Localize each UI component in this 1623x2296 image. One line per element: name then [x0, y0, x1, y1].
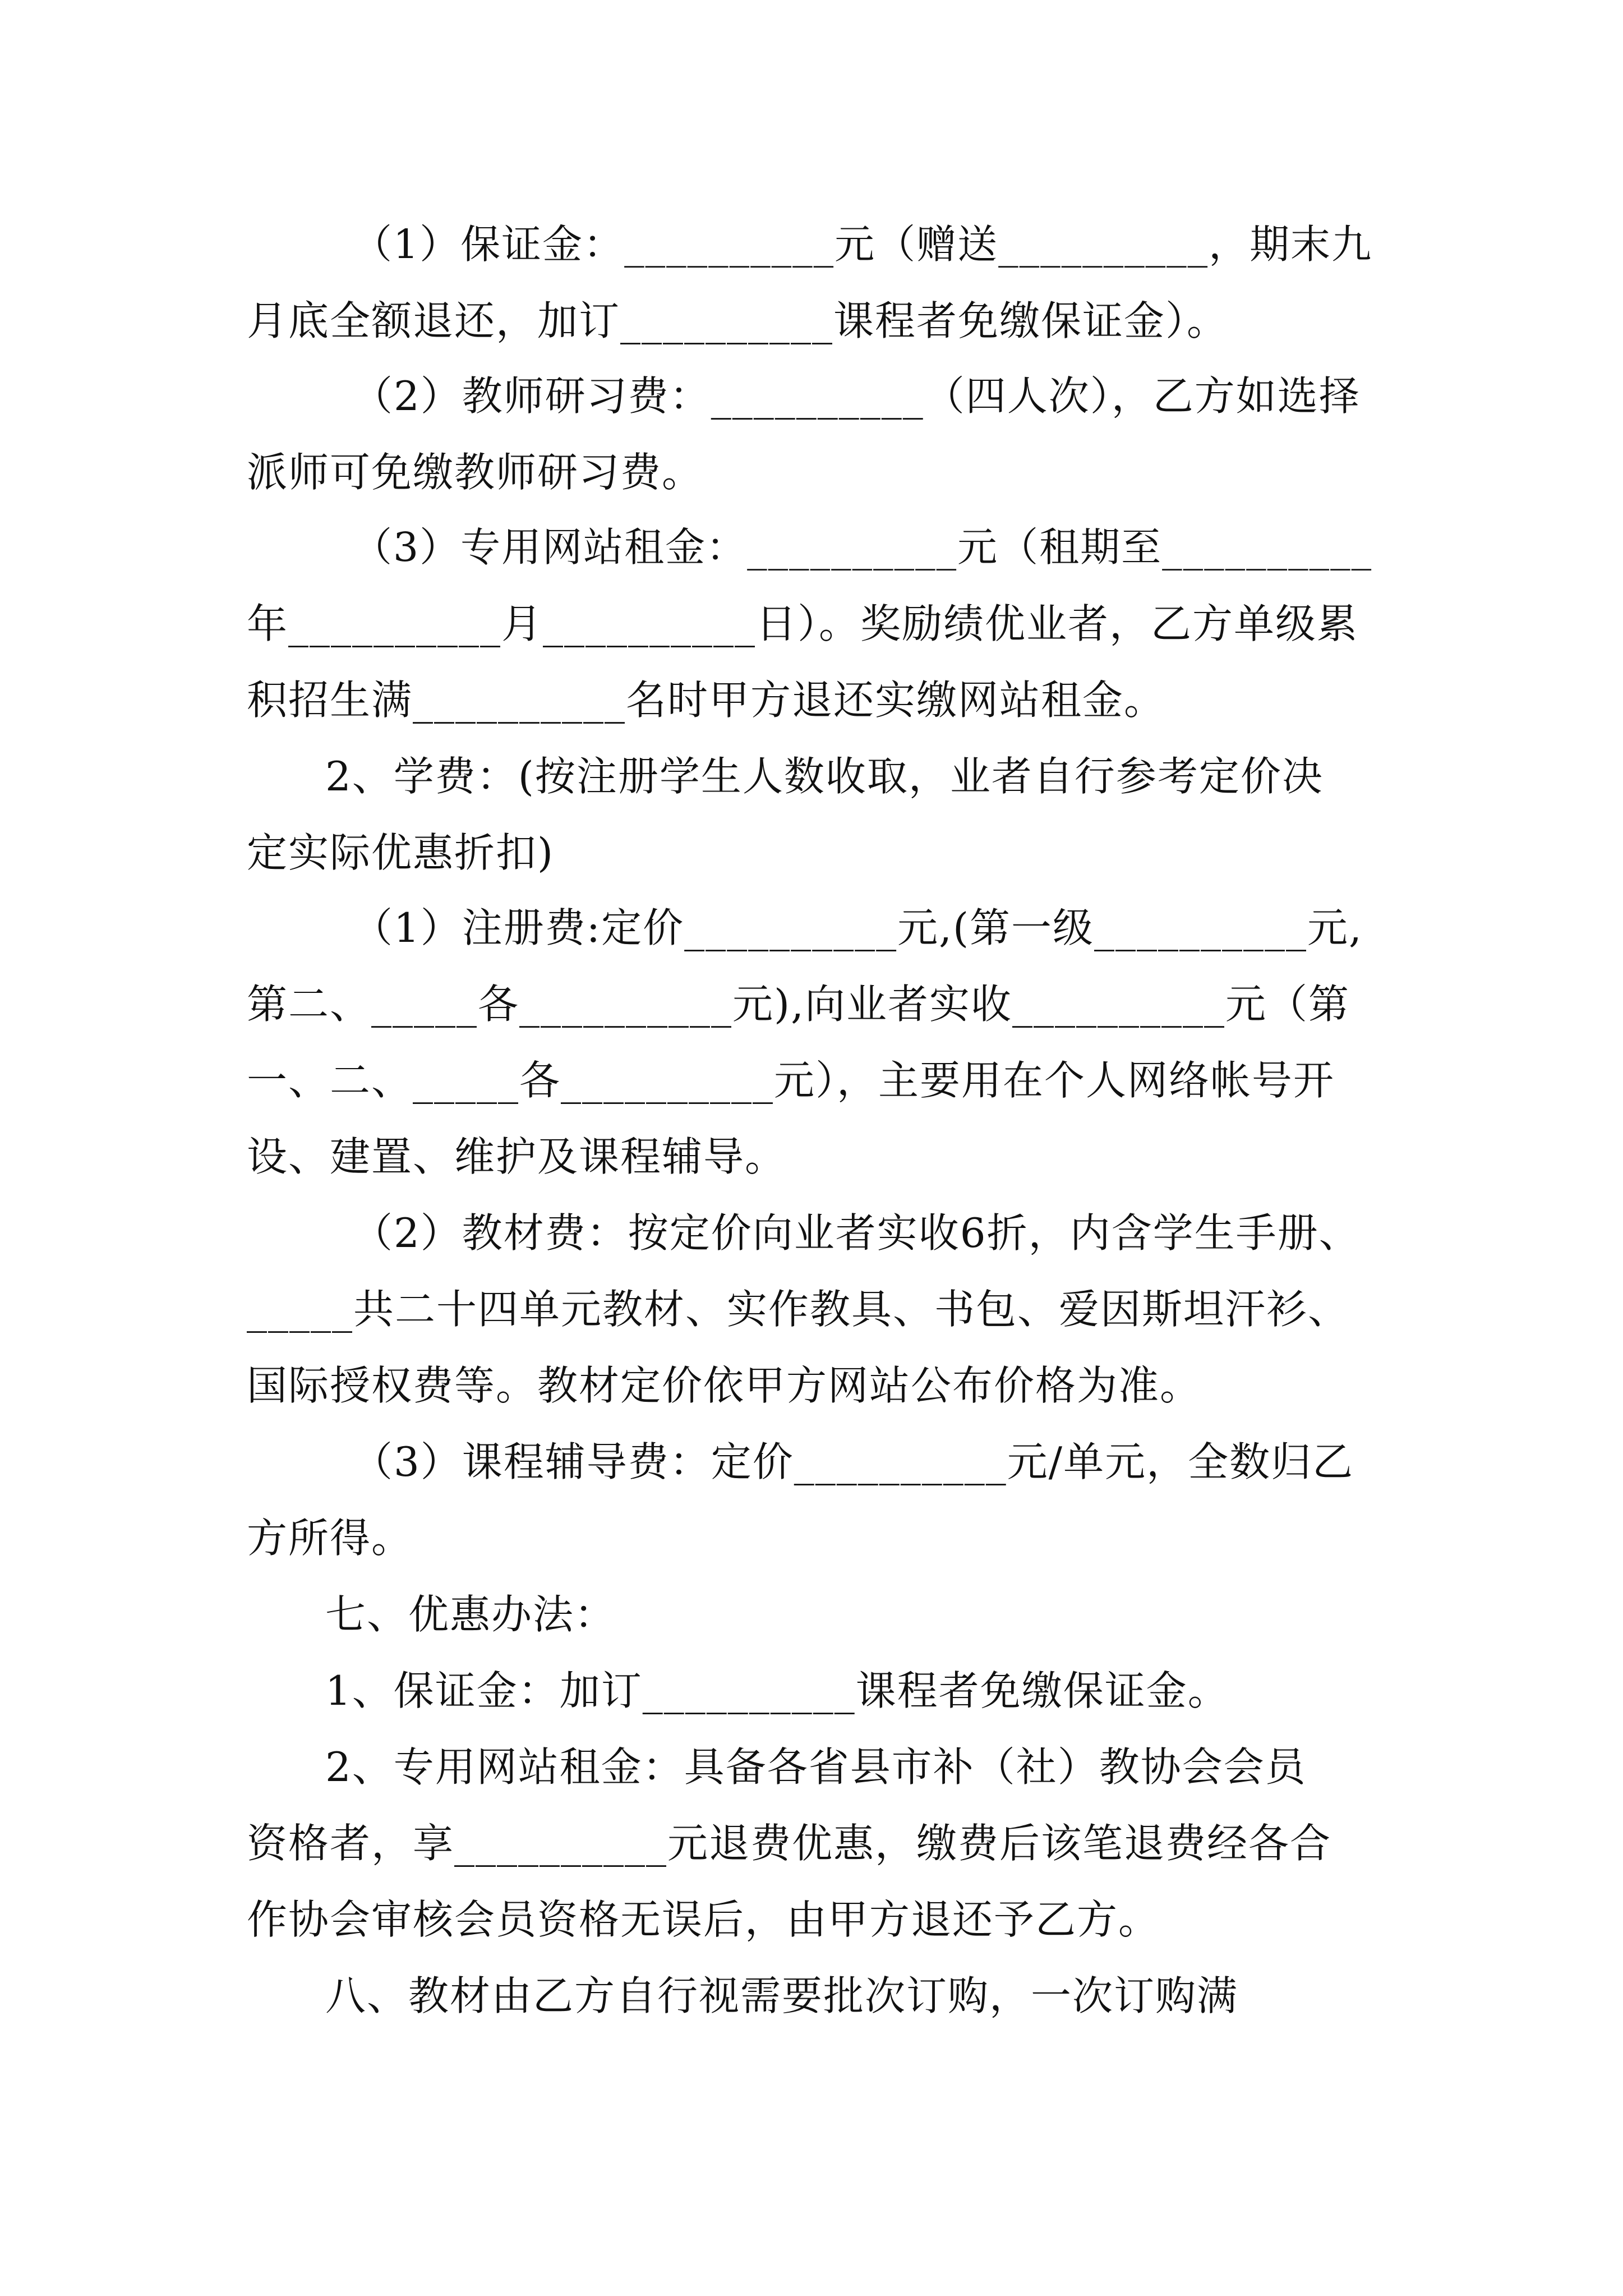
p7-line2: 方所得。: [247, 1515, 413, 1562]
p6-line2: _____共二十四单元教材、实作教具、书包、爱因斯坦汗衫、: [247, 1286, 1350, 1333]
p2-line2: 派师可免缴教师研习费。: [247, 449, 704, 496]
p3-line2: 年__________月__________日）。奖励绩优业者，乙方单级累: [247, 600, 1359, 647]
p6-line3: 国际授权费等。教材定价依甲方网站公布价格为准。: [247, 1362, 1202, 1409]
p3-line3: 积招生满__________名时甲方退还实缴网站租金。: [247, 677, 1166, 724]
p3-line1: （3）专用网站租金：__________元（租期至__________: [352, 524, 1373, 570]
p5-line1: （1）注册费:定价__________元,(第一级__________元,: [352, 904, 1363, 951]
p2-line1: （2）教师研习费：__________（四人次），乙方如选择: [352, 372, 1361, 420]
p10-line3: 作协会审核会员资格无误后，由甲方退还予乙方。: [247, 1896, 1160, 1943]
section-heading-7: 七、优惠办法：: [325, 1591, 616, 1638]
p10-line2: 资格者，享__________元退费优惠，缴费后该笔退费经各合: [247, 1820, 1332, 1867]
p7-line1: （3）课程辅导费：定价__________元/单元，全数归乙: [352, 1438, 1354, 1485]
section-heading-8: 八、教材由乙方自行视需要批次订购，一次订购满: [325, 1972, 1239, 2019]
p9-line1: 1、保证金：加订__________课程者免缴保证金。: [325, 1667, 1229, 1714]
p5-line3: 一、二、_____各__________元），主要用在个人网络帐号开: [247, 1057, 1335, 1104]
p10-line1: 2、专用网站租金：具备各省县市补（社）教协会会员: [325, 1743, 1307, 1791]
p1-line1: （1）保证金：__________元（赠送__________，期末九: [352, 221, 1373, 268]
p6-line1: （2）教材费：按定价向业者实收6折，内含学生手册、: [352, 1209, 1361, 1257]
p5-line2: 第二、_____各__________元),向业者实收__________元（第: [247, 981, 1350, 1028]
p1-line2: 月底全额退还，加订__________课程者免缴保证金）。: [247, 297, 1229, 344]
p5-line4: 设、建置、维护及课程辅导。: [247, 1133, 787, 1180]
p4-line2: 定实际优惠折扣): [247, 829, 555, 876]
p4-line1: 2、学费：(按注册学生人数收取，业者自行参考定价决: [325, 753, 1324, 800]
